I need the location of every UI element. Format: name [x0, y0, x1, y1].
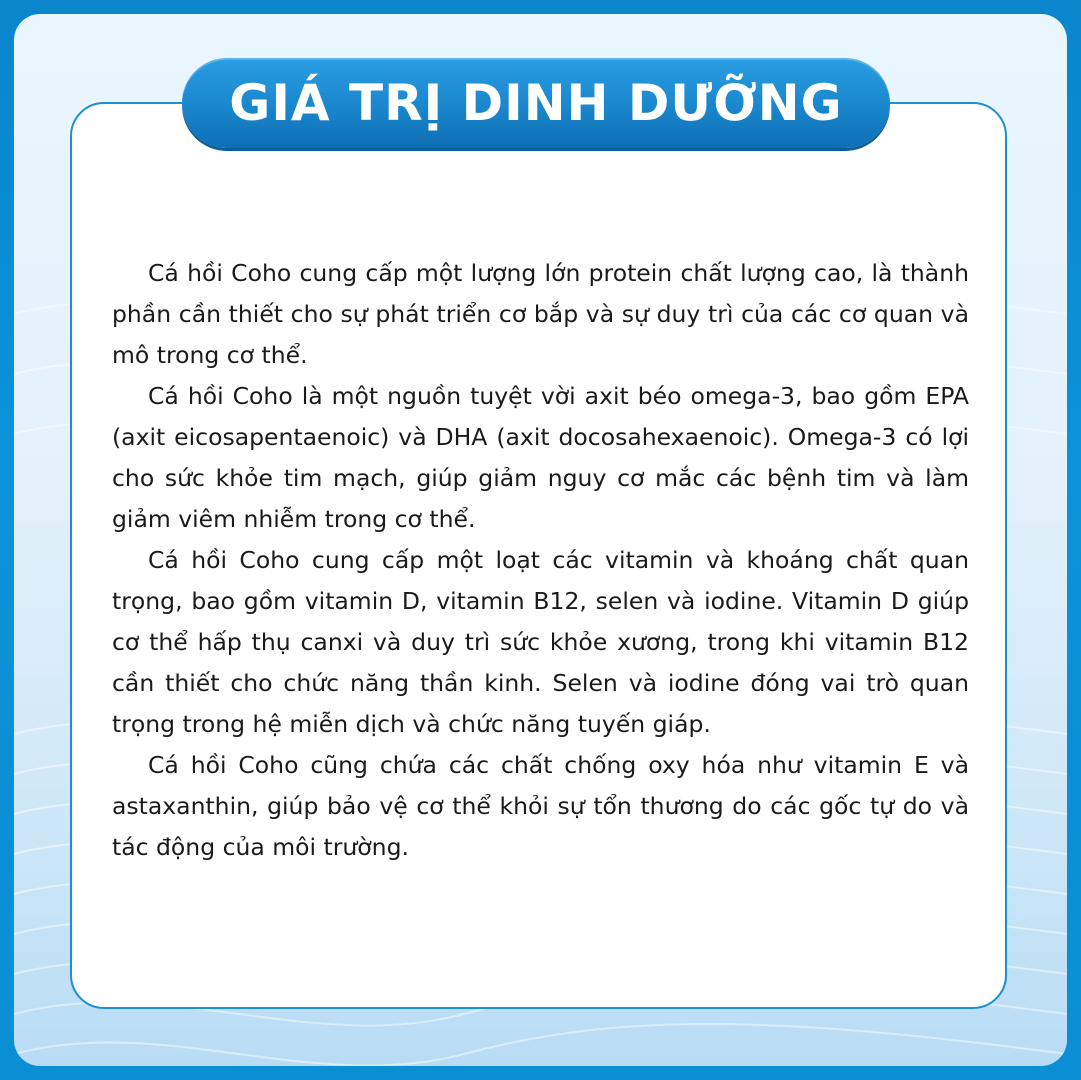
- paragraph-protein: Cá hồi Coho cung cấp một lượng lớn protein chất lượng cao, là thành phần cần thiết cho sự phát triển cơ bắp và sự duy trì của các cơ quan và mô trong cơ thể.: [112, 259, 969, 369]
- paragraph-antioxidants: Cá hồi Coho cũng chứa các chất chống oxy hóa như vitamin E và astaxanthin, giúp bảo vệ cơ thể khỏi sự tổn thương do các gốc tự do và tác động của môi trường.: [112, 751, 969, 861]
- paragraph-vitamins: Cá hồi Coho cung cấp một loạt các vitamin và khoáng chất quan trọng, bao gồm vitamin D, vitamin B12, selen và iodine. Vitamin D giúp cơ thể hấp thụ canxi và duy trì sức khỏe xương, trong khi vitamin B12 cần thiết cho chức năng thần kinh. Selen và iodine đóng vai trò quan trọng trong hệ miễn dịch và chức năng tuyến giáp.: [112, 546, 969, 738]
- page-title: GIÁ TRỊ DINH DƯỠNG: [229, 74, 843, 132]
- paragraph-omega3: Cá hồi Coho là một nguồn tuyệt vời axit béo omega-3, bao gồm EPA (axit eicosapentaenoic) và DHA (axit docosahexaenoic). Omega-3 có lợi cho sức khỏe tim mạch, giúp giảm nguy cơ mắc các bệnh tim và làm giảm viêm nhiễm trong cơ thể.: [112, 382, 969, 533]
- title-banner: [182, 58, 890, 148]
- body-text: [112, 253, 969, 868]
